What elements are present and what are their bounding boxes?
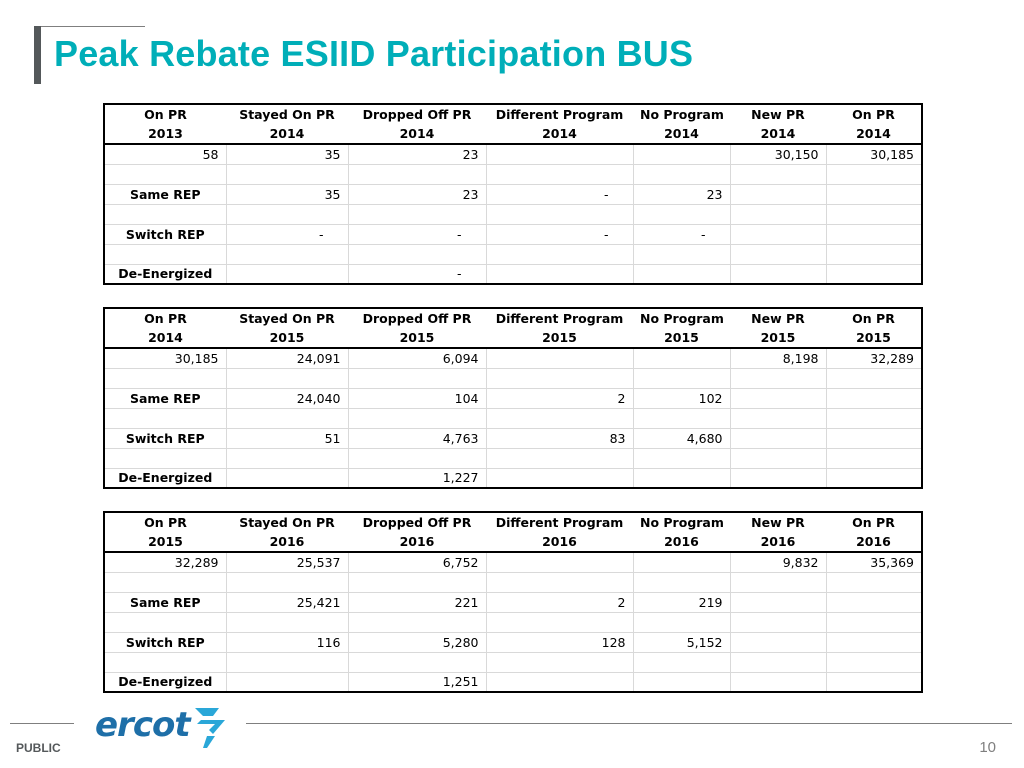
- spacer-row: [104, 164, 922, 184]
- empty-cell: [486, 204, 633, 224]
- table-cell: -: [348, 224, 486, 244]
- empty-cell: [633, 244, 730, 264]
- table-cell: 1,251: [348, 672, 486, 692]
- empty-cell: [486, 164, 633, 184]
- spacer-row: [104, 408, 922, 428]
- column-header: No Program: [633, 308, 730, 328]
- table-cell: 25,421: [226, 592, 348, 612]
- column-header: On PR: [104, 104, 226, 124]
- column-header-year: 2015: [104, 532, 226, 552]
- table-cell: 30,150: [730, 144, 826, 164]
- table-cell: 30,185: [826, 144, 922, 164]
- table-row: [104, 468, 922, 488]
- table-cell: 2: [486, 592, 633, 612]
- data-table: [103, 103, 923, 285]
- table-cell: -: [226, 224, 348, 244]
- empty-cell: [348, 448, 486, 468]
- empty-cell: [633, 164, 730, 184]
- column-header: New PR: [730, 104, 826, 124]
- table-row: [104, 672, 922, 692]
- empty-cell: [826, 204, 922, 224]
- empty-cell: [633, 612, 730, 632]
- column-header: On PR: [104, 308, 226, 328]
- page-number: 10: [979, 739, 996, 756]
- table-cell: [633, 264, 730, 284]
- header-row: [104, 308, 922, 328]
- spacer-row: [104, 652, 922, 672]
- table-cell: [730, 632, 826, 652]
- table-cell: 4,680: [633, 428, 730, 448]
- empty-cell: [826, 652, 922, 672]
- empty-cell: [730, 164, 826, 184]
- table-cell: [826, 264, 922, 284]
- row-label: De-Energized: [104, 264, 226, 284]
- column-header: Stayed On PR: [226, 104, 348, 124]
- table-cell: 116: [226, 632, 348, 652]
- row-label: Same REP: [104, 184, 226, 204]
- empty-cell: [826, 164, 922, 184]
- table-cell: 128: [486, 632, 633, 652]
- row-label: Switch REP: [104, 428, 226, 448]
- column-header: On PR: [826, 512, 922, 532]
- row-label: De-Energized: [104, 468, 226, 488]
- column-header: On PR: [826, 104, 922, 124]
- table-cell: -: [486, 224, 633, 244]
- table-cell: [730, 184, 826, 204]
- header-row: [104, 512, 922, 532]
- spacer-row: [104, 448, 922, 468]
- column-header-year: 2014: [104, 328, 226, 348]
- empty-cell: [226, 368, 348, 388]
- row-label: Switch REP: [104, 632, 226, 652]
- column-header-year: 2015: [226, 328, 348, 348]
- empty-cell: [348, 612, 486, 632]
- column-header-year: 2015: [348, 328, 486, 348]
- column-header-year: 2014: [226, 124, 348, 144]
- column-header: Stayed On PR: [226, 308, 348, 328]
- table-cell: [486, 348, 633, 368]
- empty-cell: [104, 164, 226, 184]
- table-cell: -: [348, 264, 486, 284]
- table-cell: -: [633, 224, 730, 244]
- empty-cell: [486, 368, 633, 388]
- table-cell: [826, 388, 922, 408]
- table-cell: 219: [633, 592, 730, 612]
- empty-cell: [826, 612, 922, 632]
- column-header-year: 2016: [730, 532, 826, 552]
- table-cell: 25,537: [226, 552, 348, 572]
- column-header: Different Program: [486, 512, 633, 532]
- table-row: [104, 388, 922, 408]
- column-header: On PR: [826, 308, 922, 328]
- column-header: Dropped Off PR: [348, 308, 486, 328]
- table-row: [104, 428, 922, 448]
- table-cell: [633, 672, 730, 692]
- empty-cell: [348, 572, 486, 592]
- table-cell: [730, 672, 826, 692]
- empty-cell: [348, 408, 486, 428]
- spacer-row: [104, 572, 922, 592]
- empty-cell: [348, 244, 486, 264]
- title-accent-bar: [34, 26, 41, 84]
- column-header-year: 2015: [730, 328, 826, 348]
- table-cell: 221: [348, 592, 486, 612]
- empty-cell: [633, 572, 730, 592]
- empty-cell: [730, 652, 826, 672]
- empty-cell: [104, 244, 226, 264]
- participation-table-2016: [103, 511, 921, 693]
- data-table: [103, 511, 923, 693]
- empty-cell: [104, 204, 226, 224]
- empty-cell: [226, 164, 348, 184]
- empty-cell: [633, 408, 730, 428]
- row-label: Same REP: [104, 592, 226, 612]
- row-label: De-Energized: [104, 672, 226, 692]
- participation-table-2014: [103, 103, 921, 285]
- column-header: Stayed On PR: [226, 512, 348, 532]
- header-year-row: [104, 328, 922, 348]
- table-cell: 1,227: [348, 468, 486, 488]
- empty-cell: [226, 244, 348, 264]
- empty-cell: [486, 244, 633, 264]
- table-cell: 9,832: [730, 552, 826, 572]
- empty-cell: [104, 612, 226, 632]
- table-cell: [633, 552, 730, 572]
- spacer-row: [104, 612, 922, 632]
- table-cell: 83: [486, 428, 633, 448]
- empty-cell: [226, 572, 348, 592]
- table-cell: [486, 468, 633, 488]
- empty-cell: [486, 408, 633, 428]
- ercot-logo-text: ercot: [95, 705, 190, 745]
- column-header: New PR: [730, 512, 826, 532]
- column-header-year: 2015: [826, 328, 922, 348]
- table-cell: [826, 184, 922, 204]
- empty-cell: [730, 572, 826, 592]
- column-header-year: 2016: [348, 532, 486, 552]
- empty-cell: [348, 652, 486, 672]
- page-title: Peak Rebate ESIID Participation BUS: [54, 33, 694, 74]
- spacer-row: [104, 368, 922, 388]
- table-row: [104, 224, 922, 244]
- table-cell: [486, 552, 633, 572]
- empty-cell: [486, 448, 633, 468]
- column-header-year: 2014: [348, 124, 486, 144]
- table-row: [104, 592, 922, 612]
- table-cell: 35: [226, 144, 348, 164]
- empty-cell: [730, 448, 826, 468]
- table-cell: [826, 632, 922, 652]
- participation-table-2015: [103, 307, 921, 489]
- column-header: On PR: [104, 512, 226, 532]
- column-header: Different Program: [486, 308, 633, 328]
- empty-cell: [348, 204, 486, 224]
- table-cell: 5,280: [348, 632, 486, 652]
- classification-label: PUBLIC: [16, 741, 61, 755]
- empty-cell: [730, 612, 826, 632]
- table-cell: [486, 144, 633, 164]
- title-top-rule: [41, 26, 145, 27]
- column-header-year: 2016: [486, 532, 633, 552]
- column-header-year: 2016: [633, 532, 730, 552]
- table-cell: [730, 388, 826, 408]
- empty-cell: [633, 448, 730, 468]
- column-header: No Program: [633, 104, 730, 124]
- table-cell: 35: [226, 184, 348, 204]
- table-cell: 51: [226, 428, 348, 448]
- empty-cell: [730, 368, 826, 388]
- table-cell: [633, 348, 730, 368]
- row-label: Same REP: [104, 388, 226, 408]
- empty-cell: [633, 652, 730, 672]
- empty-cell: [226, 408, 348, 428]
- column-header-year: 2014: [730, 124, 826, 144]
- table-row: [104, 348, 922, 368]
- table-cell: 6,094: [348, 348, 486, 368]
- column-header: Dropped Off PR: [348, 104, 486, 124]
- empty-cell: [486, 652, 633, 672]
- empty-cell: [633, 204, 730, 224]
- empty-cell: [348, 164, 486, 184]
- header-year-row: [104, 124, 922, 144]
- table-cell: [730, 468, 826, 488]
- table-cell: 23: [348, 184, 486, 204]
- spacer-row: [104, 244, 922, 264]
- column-header-year: 2014: [826, 124, 922, 144]
- column-header-year: 2016: [226, 532, 348, 552]
- empty-cell: [226, 612, 348, 632]
- empty-cell: [826, 572, 922, 592]
- table-cell: [633, 144, 730, 164]
- empty-cell: [104, 408, 226, 428]
- ercot-logo: [95, 700, 235, 752]
- column-header-year: 2013: [104, 124, 226, 144]
- table-cell: [826, 468, 922, 488]
- table-cell: 35,369: [826, 552, 922, 572]
- column-header-year: 2014: [486, 124, 633, 144]
- footer-rule-right: [246, 723, 1012, 724]
- empty-cell: [826, 244, 922, 264]
- table-cell: [826, 224, 922, 244]
- empty-cell: [348, 368, 486, 388]
- column-header-year: 2014: [633, 124, 730, 144]
- table-cell: [826, 672, 922, 692]
- empty-cell: [486, 612, 633, 632]
- table-cell: [730, 264, 826, 284]
- column-header: Different Program: [486, 104, 633, 124]
- table-cell: [226, 672, 348, 692]
- data-table: [103, 307, 923, 489]
- column-header-year: 2016: [826, 532, 922, 552]
- table-cell: 24,091: [226, 348, 348, 368]
- table-cell: [730, 592, 826, 612]
- table-cell: 23: [633, 184, 730, 204]
- table-cell: 4,763: [348, 428, 486, 448]
- table-cell: [226, 468, 348, 488]
- footer-rule-left: [10, 723, 74, 724]
- empty-cell: [226, 448, 348, 468]
- empty-cell: [826, 368, 922, 388]
- empty-cell: [104, 448, 226, 468]
- table-cell: [486, 672, 633, 692]
- column-header-year: 2015: [633, 328, 730, 348]
- table-cell: 8,198: [730, 348, 826, 368]
- column-header: New PR: [730, 308, 826, 328]
- table-cell: 5,152: [633, 632, 730, 652]
- empty-cell: [730, 204, 826, 224]
- header-year-row: [104, 532, 922, 552]
- table-cell: 102: [633, 388, 730, 408]
- empty-cell: [730, 244, 826, 264]
- empty-cell: [826, 408, 922, 428]
- table-cell: 6,752: [348, 552, 486, 572]
- table-cell: 30,185: [104, 348, 226, 368]
- empty-cell: [730, 408, 826, 428]
- table-cell: [226, 264, 348, 284]
- table-cell: [633, 468, 730, 488]
- table-row: [104, 632, 922, 652]
- lightning-bolt-icon: [195, 708, 225, 748]
- table-cell: [730, 224, 826, 244]
- table-row: [104, 184, 922, 204]
- column-header: No Program: [633, 512, 730, 532]
- column-header-year: 2015: [486, 328, 633, 348]
- table-cell: [486, 264, 633, 284]
- table-cell: [826, 428, 922, 448]
- table-cell: [730, 428, 826, 448]
- table-cell: 23: [348, 144, 486, 164]
- table-row: [104, 264, 922, 284]
- table-cell: 32,289: [826, 348, 922, 368]
- table-cell: 2: [486, 388, 633, 408]
- empty-cell: [226, 204, 348, 224]
- empty-cell: [104, 652, 226, 672]
- table-cell: [826, 592, 922, 612]
- table-cell: 24,040: [226, 388, 348, 408]
- column-header: Dropped Off PR: [348, 512, 486, 532]
- empty-cell: [104, 572, 226, 592]
- header-row: [104, 104, 922, 124]
- table-row: [104, 552, 922, 572]
- table-cell: -: [486, 184, 633, 204]
- table-cell: 104: [348, 388, 486, 408]
- empty-cell: [226, 652, 348, 672]
- empty-cell: [826, 448, 922, 468]
- empty-cell: [633, 368, 730, 388]
- spacer-row: [104, 204, 922, 224]
- empty-cell: [104, 368, 226, 388]
- table-cell: 32,289: [104, 552, 226, 572]
- table-cell: 58: [104, 144, 226, 164]
- empty-cell: [486, 572, 633, 592]
- row-label: Switch REP: [104, 224, 226, 244]
- table-row: [104, 144, 922, 164]
